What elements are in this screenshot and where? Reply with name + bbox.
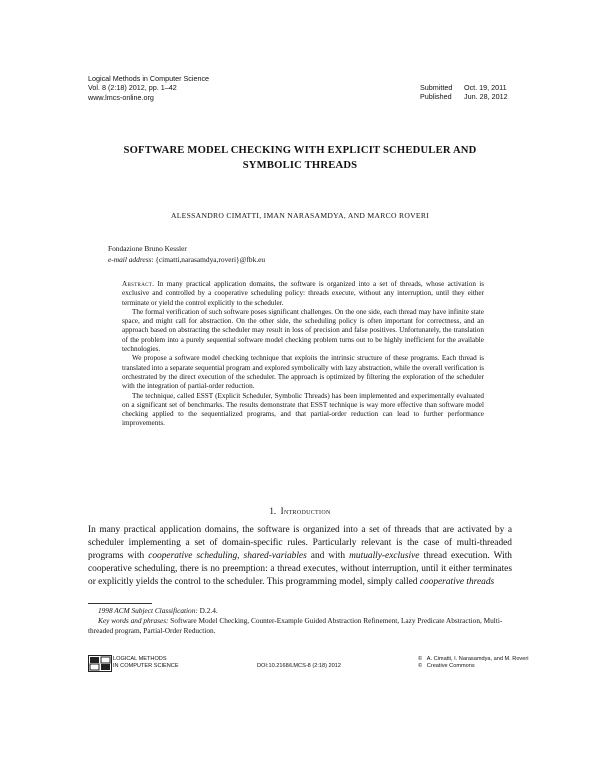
abstract — [122, 280, 484, 429]
intro-emphasis: cooperative scheduling — [148, 551, 238, 562]
abstract-paragraph-3: We propose a software model checking technique that exploits the intrinsic structure of these programs. Each thread is translated into a separate sequential program and explored symbolically with lazy abstraction, while the overall verification is orchestrated by the direct execution of the scheduler. The approach is optimized by filtering the exploration of the scheduler with the integration of partial-order reduction. — [122, 354, 484, 391]
intro-paragraph — [88, 524, 512, 589]
footer-left-line-1: LOGICAL METHODS — [113, 656, 167, 662]
affiliation-block — [108, 243, 265, 265]
intro-text: In many practical application domains, the software is organized into a set of threads that are activated by a scheduler implementing a set of domain-specific rules. Particularly relevant is the case of multi-threaded programs with — [88, 525, 512, 562]
doi: DOI:10.2168/LMCS-8 (2:18) 2012 — [257, 663, 341, 669]
journal-site: www.lmcs-online.org — [88, 92, 154, 102]
lmcs-logo — [88, 655, 112, 672]
abstract-paragraph-2: The formal verification of such software poses significant challenges. On the one side, each thread may have infinite state space, and might call for abstraction. On the other side, the scheduling policy is often important for correctness, and an approach based on abstracting the scheduler may result in loss of precision and false positives. Unfortunately, the translation of the problem into a purely sequential software model checking problem turns out to be highly inefficient for the available technologies. — [122, 307, 484, 354]
journal-info — [88, 74, 209, 102]
dates-block — [420, 83, 508, 102]
submitted-date: Oct. 19, 2011 — [464, 83, 507, 92]
intro-emphasis: cooperative threads — [419, 577, 495, 588]
title-line-2: SYMBOLIC THREADS — [242, 160, 358, 171]
acm-value: D.2.4. — [197, 606, 218, 615]
journal-name: Logical Methods in Computer Science — [88, 74, 210, 83]
abstract-paragraph-4: The technique, called ESST (Explicit Scheduler, Symbolic Threads) has been implemented and experimentally evaluated on a significant set of benchmarks. The results demonstrate that ESST technique is way more effective than software model checking applied to the sequentialized programs, and that partial-order reduction can lead to further performance improvements. — [122, 391, 484, 428]
published-label: Published — [420, 92, 452, 102]
abstract-label: Abstract. — [122, 280, 155, 288]
footer-left — [113, 656, 179, 670]
intro-text: thread execution. With cooperative scheduling, there is no preemption: a thread executes, without interruption, until it either terminates or explicitly yields the control to the scheduler. This programming model, simply called — [88, 551, 512, 588]
submitted-label: Submitted — [420, 83, 453, 92]
keywords-value: Software Model Checking, Counter-Example Guided Abstraction Refinement, Lazy Predicate Abstraction, Multi-threaded program, Partial-Order Reduction. — [88, 616, 503, 636]
affiliation: Fondazione Bruno Kessler — [108, 244, 187, 253]
section-number: 1. — [269, 506, 277, 516]
footnote-rule — [88, 603, 152, 604]
keywords-label: Key words and phrases: — [98, 616, 169, 626]
paper-title — [80, 143, 520, 173]
journal-volume: Vol. 8 (2:18) 2012, pp. 1–42 — [88, 83, 177, 93]
section-title: Introduction — [280, 506, 331, 516]
section-heading — [80, 506, 520, 516]
lmcs-logo-mark — [89, 656, 111, 671]
footnotes — [88, 606, 512, 637]
footer-right — [418, 656, 528, 670]
email-label: e-mail address — [108, 255, 152, 264]
authors: ALESSANDRO CIMATTI, IMAN NARASAMDYA, AND MARCO ROVERI — [170, 211, 430, 220]
published-date: Jun. 28, 2012 — [464, 92, 508, 102]
footer-left-line-2: IN COMPUTER SCIENCE — [113, 663, 179, 669]
intro-emphasis: shared-variables — [243, 551, 307, 562]
abstract-paragraph-1: In many practical application domains, the software is organized into a set of threads, whose activation is exclusive and controlled by a cooperative scheduling policy: threads execute, without any interruption, until they either terminate or yield the control explicitly to the scheduler. — [122, 280, 485, 307]
copyright-holders: A. Cimatti, I. Narasamdya, and M. Roveri — [426, 656, 529, 662]
intro-text: , — [237, 551, 244, 562]
title-line-1: SOFTWARE MODEL CHECKING WITH EXPLICIT SCHEDULER AND — [123, 145, 477, 156]
copyright-icon: © — [418, 656, 423, 662]
acm-label: 1998 ACM Subject Classification: — [98, 606, 198, 615]
creative-commons: Creative Commons — [426, 663, 475, 669]
intro-emphasis: mutually-exclusive — [349, 551, 420, 562]
creative-commons-icon: © — [418, 663, 423, 669]
email-address: : {cimatti,narasamdya,roveri}@fbk.eu — [151, 255, 266, 264]
intro-text: and with — [306, 551, 350, 562]
